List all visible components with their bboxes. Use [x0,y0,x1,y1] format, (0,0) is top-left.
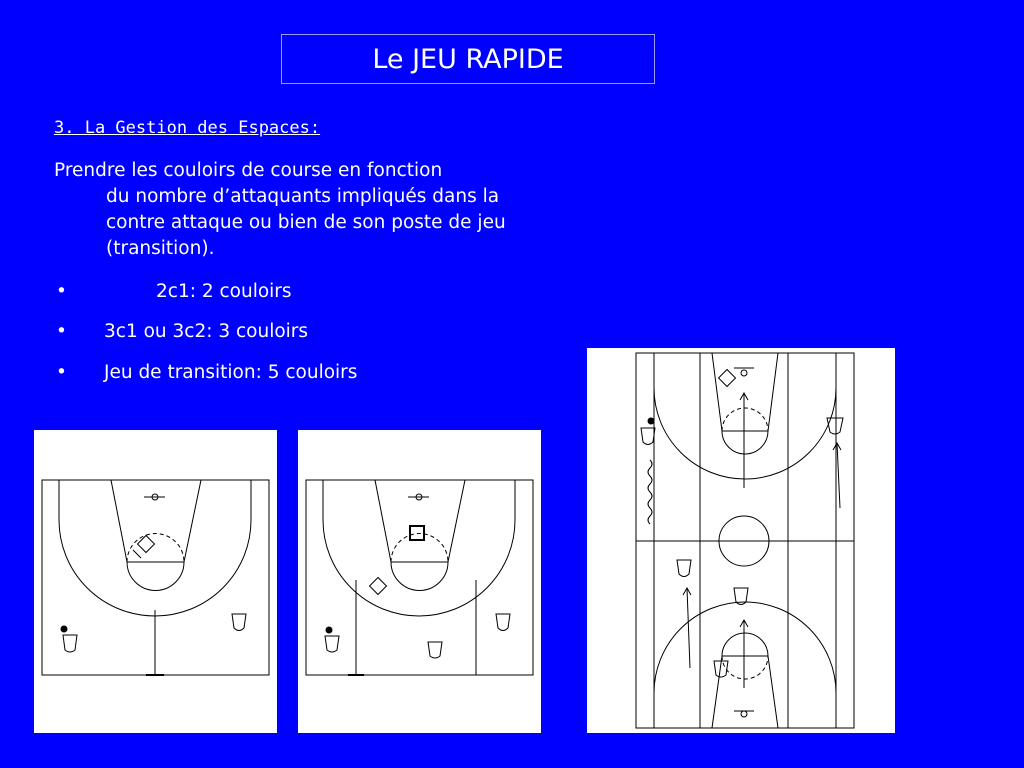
bullet-text: 3c1 ou 3c2: 3 couloirs [104,321,309,342]
bullet-text: 2c1: 2 couloirs [156,281,292,302]
player-icon [827,418,843,434]
bullet-text: Jeu de transition: 5 couloirs [104,362,358,383]
player-icon [370,578,387,595]
court-diagram-transition [587,348,895,733]
section-heading: 3. La Gestion des Espaces: [54,118,321,138]
player-icon [496,614,510,631]
player-icon [677,560,691,577]
player-icon [719,370,736,387]
player-icon [410,526,424,540]
player-icon [325,627,339,652]
paragraph-first-line: Prendre les couloirs de course en fonction [54,160,443,181]
player-icon [133,536,154,558]
player-icon [428,642,442,658]
bullet-marker: • [56,281,67,302]
bullet-marker: • [56,362,67,383]
court-diagram-2c1-svg [34,430,277,733]
court-diagram-3c1-svg [298,430,541,733]
slide-title: Le JEU RAPIDE [372,43,564,75]
bullet-marker: • [56,321,67,342]
court-diagram-3c1 [298,430,541,733]
court-diagram-transition-svg [587,348,895,733]
slide-title-box [281,34,655,84]
court-diagram-2c1 [34,430,277,733]
description-paragraph [54,158,524,262]
player-icon [61,626,77,652]
player-icon [232,614,246,631]
player-icon [641,418,655,445]
paragraph-continuation: du nombre d’attaquants impliqués dans la contre attaque ou bien de son poste de jeu (transition). [106,186,506,259]
